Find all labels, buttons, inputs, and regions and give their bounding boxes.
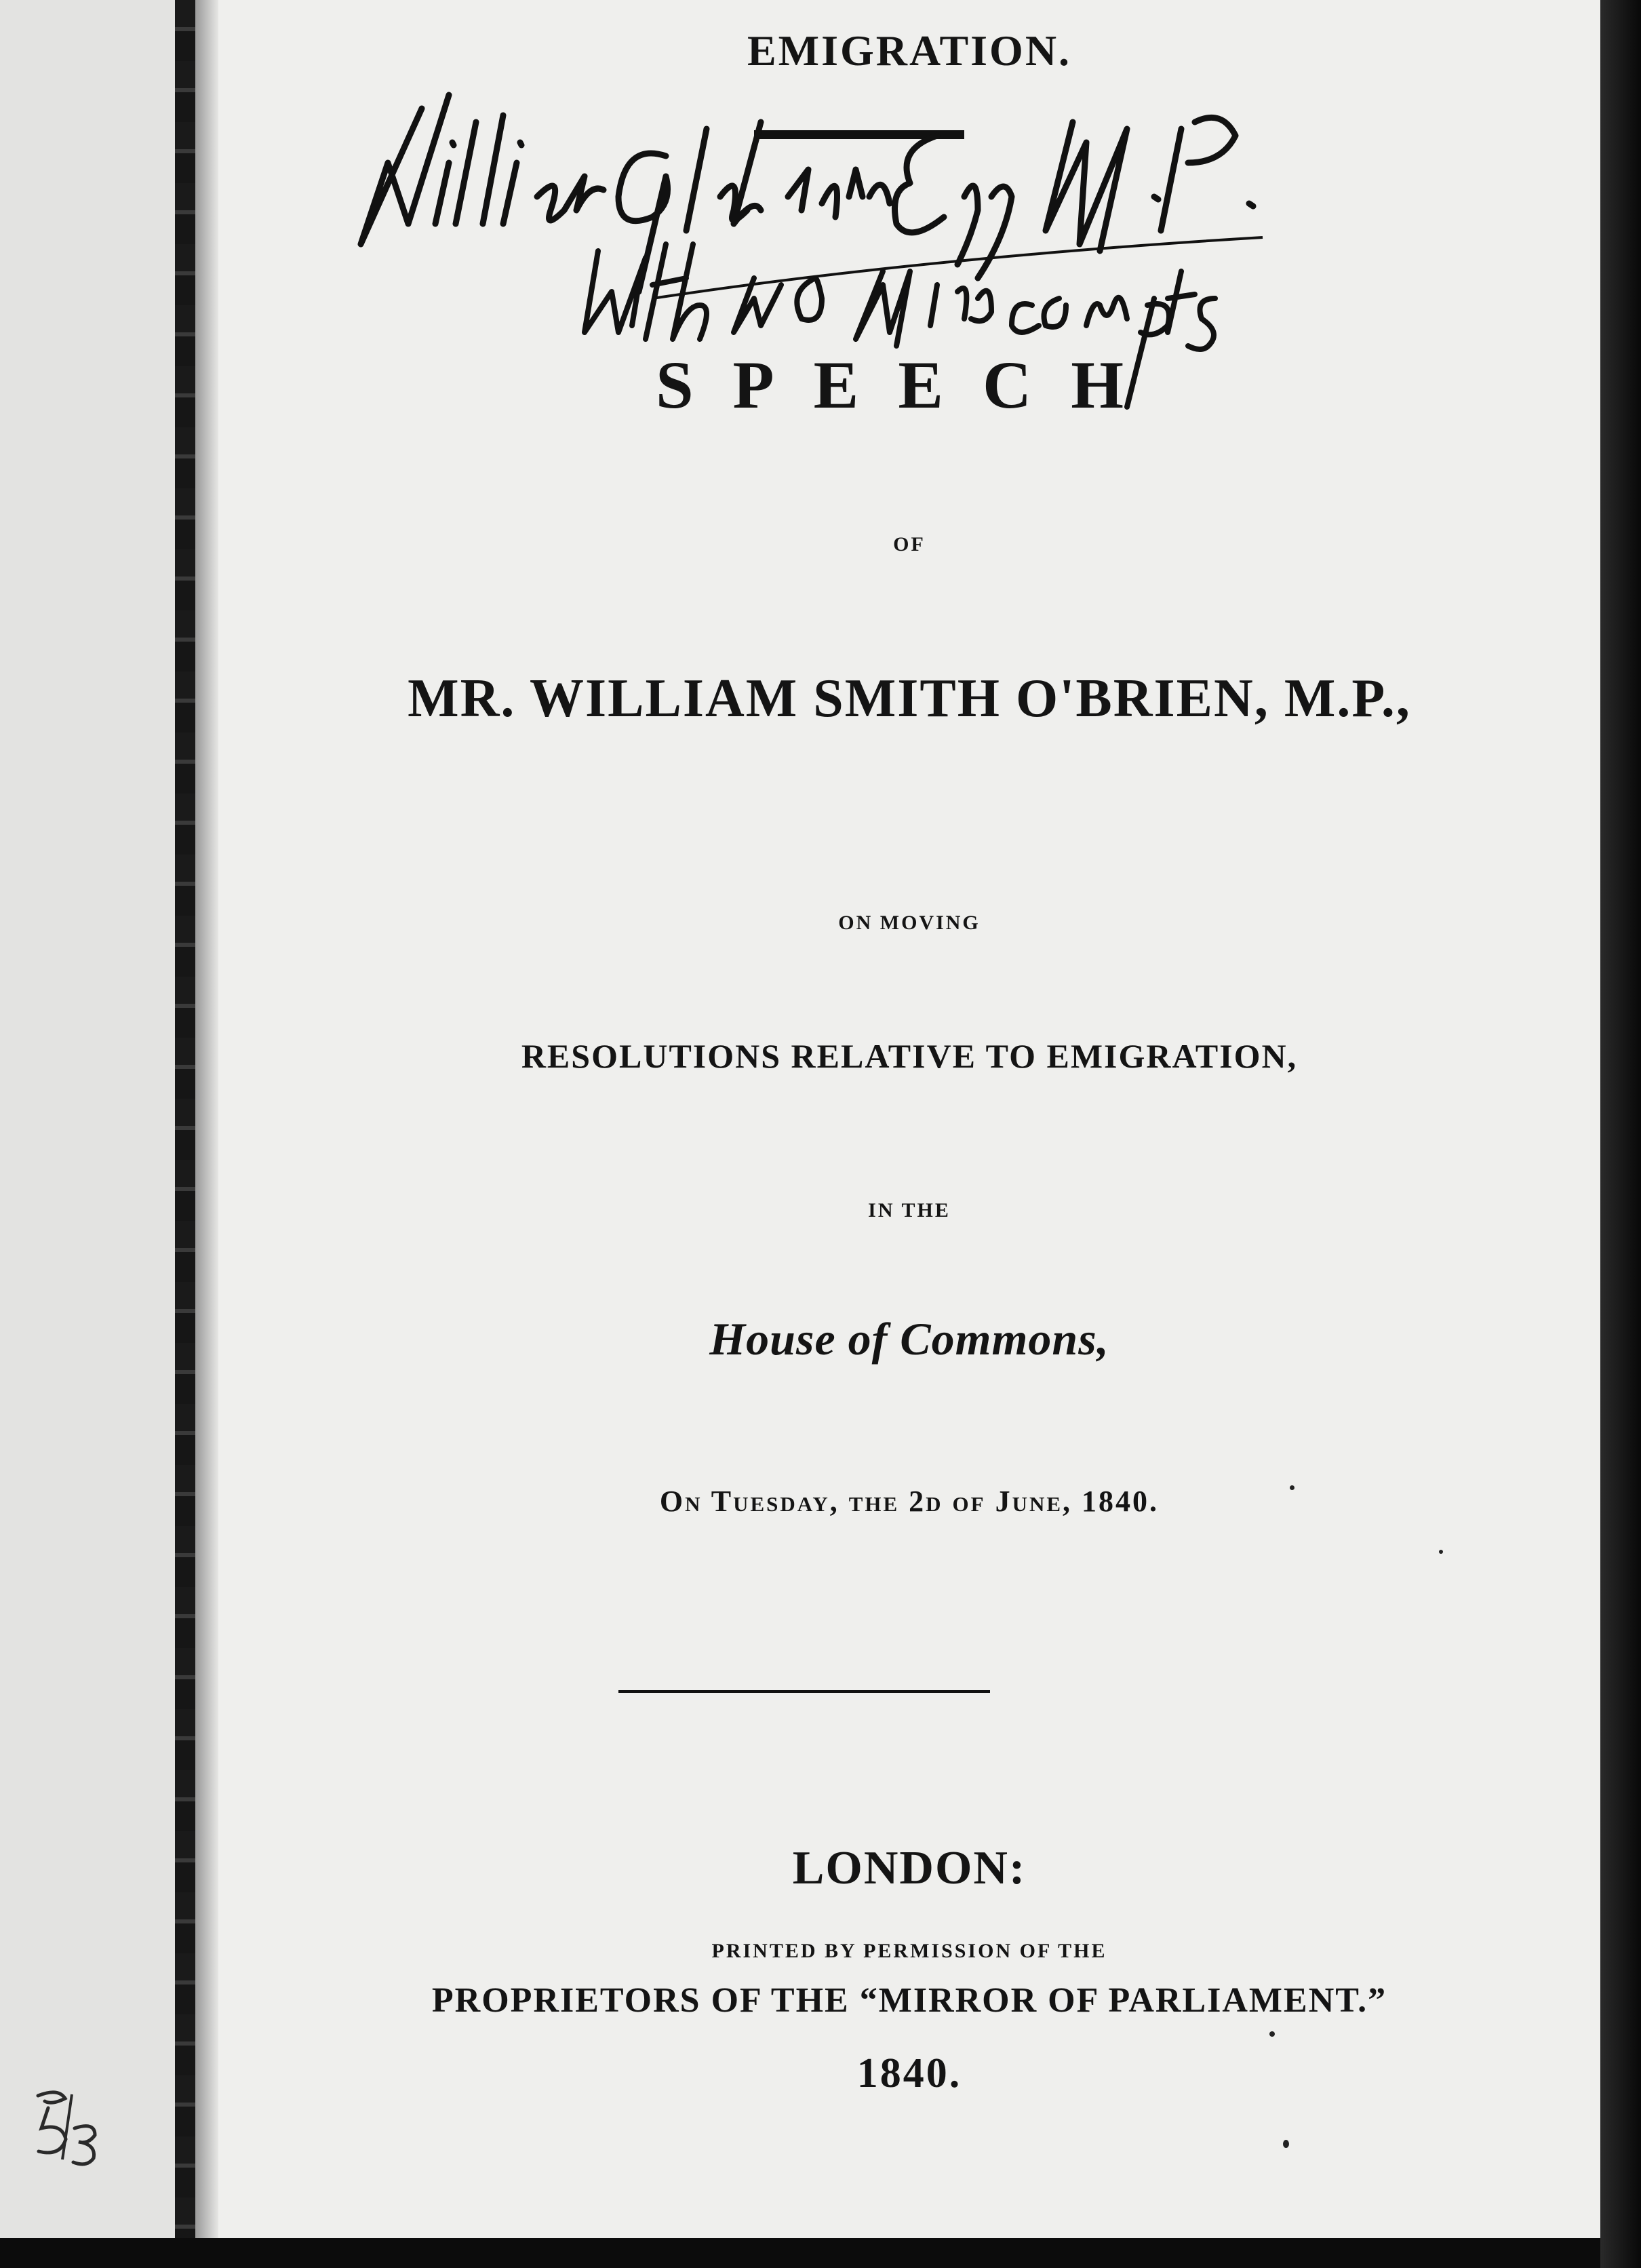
title-page — [218, 0, 1600, 2238]
resolutions-heading: RESOLUTIONS RELATIVE TO EMIGRATION, — [521, 1037, 1298, 1075]
imprint-city: LONDON: — [792, 1842, 1027, 1894]
publication-year: 1840. — [856, 2050, 962, 2096]
house-of-commons: House of Commons, — [709, 1313, 1109, 1365]
facing-page — [0, 0, 176, 2238]
running-head: EMIGRATION. — [747, 26, 1072, 75]
gutter-shadow — [195, 0, 218, 2238]
speaker-name: MR. WILLIAM SMITH O'BRIEN, M.P., — [408, 669, 1411, 728]
book-spine — [175, 0, 195, 2238]
document-title: SPEECH — [655, 347, 1164, 423]
in-the-label: IN THE — [868, 1199, 951, 1221]
of-label: OF — [893, 533, 926, 555]
paper-speck — [1283, 2140, 1289, 2148]
book-edge — [1600, 0, 1641, 2268]
shelf-mark-handwriting — [24, 2081, 106, 2169]
paper-speck — [1269, 2031, 1275, 2037]
printed-by-line: PRINTED BY PERMISSION OF THE — [711, 1940, 1107, 1962]
separator-rule — [618, 1690, 990, 1693]
on-moving-label: ON MOVING — [838, 912, 981, 934]
date-line: On Tuesday, the 2d of June, 1840. — [659, 1485, 1160, 1518]
paper-speck — [1439, 1550, 1443, 1554]
paper-speck — [1290, 1485, 1294, 1490]
proprietors-line: PROPRIETORS OF THE “MIRROR OF PARLIAMENT.” — [431, 1981, 1387, 2020]
